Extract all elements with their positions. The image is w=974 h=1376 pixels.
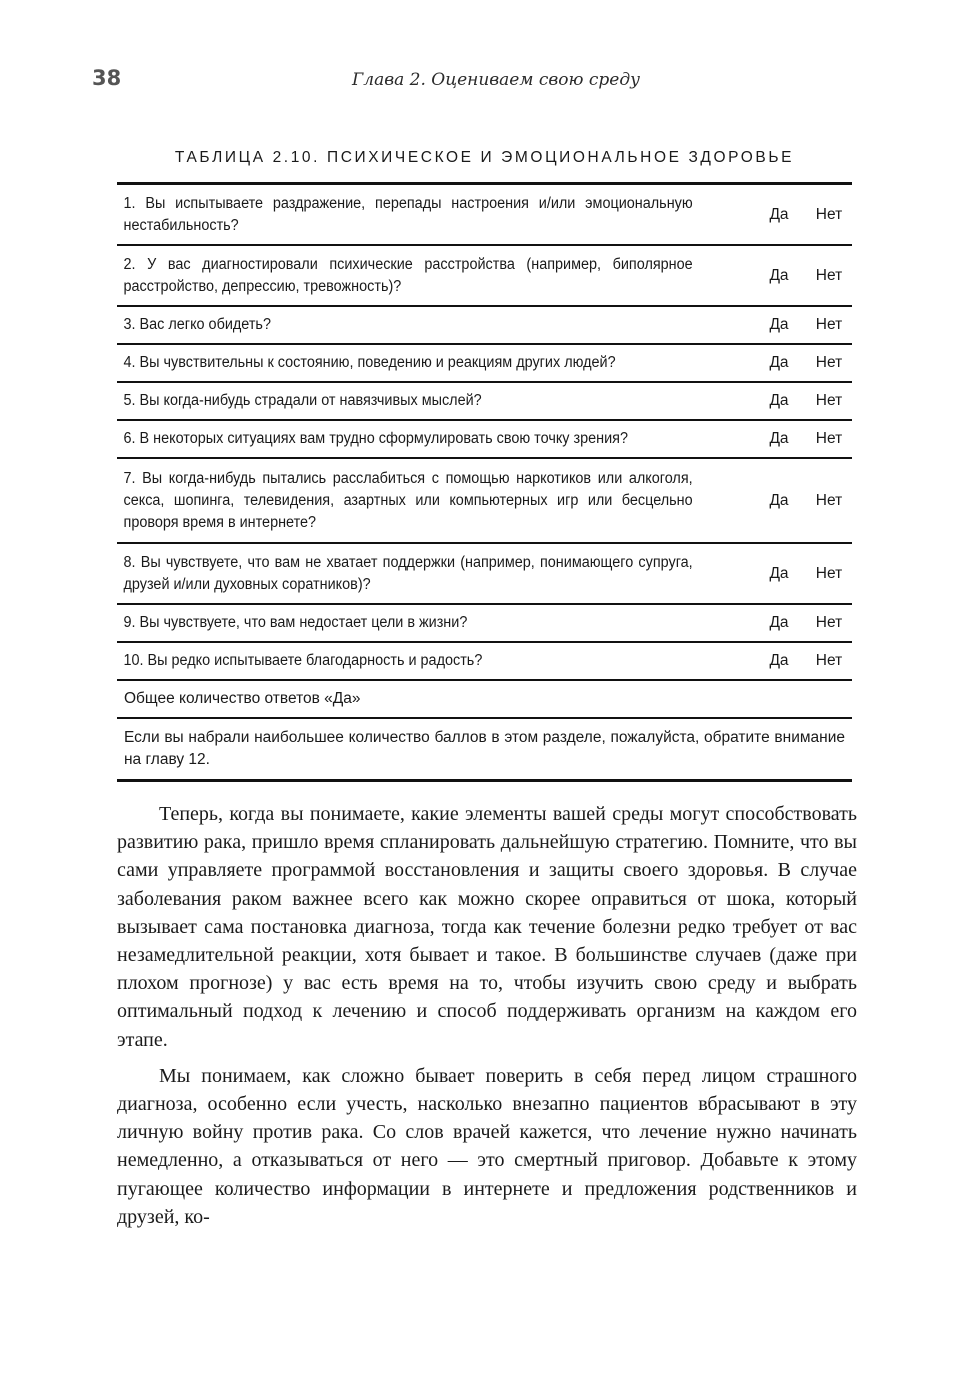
question-text: 7. Вы когда-нибудь пытались расслабиться с помощью наркотиков или алкоголя, секса, шопинга, телевидения, азартных или компьютерных игр или бесцельно проворя время в интернете? — [123, 469, 693, 531]
total-row — [117, 681, 852, 719]
table-note: Если вы набрали наибольшее количество баллов в этом разделе, пожалуйста, обратите внимание на главу 12. — [124, 729, 845, 768]
yes-option: Да — [769, 266, 789, 284]
table-row — [117, 185, 852, 246]
no-option: Нет — [815, 392, 843, 409]
no-option: Нет — [815, 652, 843, 669]
question-text: 2. У вас диагностировали психические расстройства (например, биполярное расстройство, депрессию, тревожность)? — [123, 255, 693, 295]
total-label: Общее количество ответов «Да» — [124, 690, 361, 707]
no-option: Нет — [815, 205, 843, 223]
body-text — [117, 800, 857, 1231]
yes-option: Да — [769, 614, 789, 631]
table-row — [117, 421, 852, 459]
no-option: Нет — [815, 614, 843, 631]
table-row — [117, 544, 852, 605]
yes-option: Да — [769, 564, 789, 582]
running-head: Глава 2. Оцениваем свою среду — [352, 70, 640, 90]
yes-option: Да — [769, 491, 789, 509]
table-row — [117, 345, 852, 383]
no-option: Нет — [815, 491, 843, 509]
paragraph: Теперь, когда вы понимаете, какие элементы вашей среды могут способствовать развитию рака, пришло время спланировать дальнейшую стратегию. Помните, что вы сами управляете программой восстановления и защиты своего здоровья. В случае заболевания раком важнее всего как можно скорее оправиться от шока, который вызывает сама постановка диагноза, тогда как течение болезни редко требует от вас незамедлительной реакции, хотя бывает и такое. В большинстве случаев (даже при плохом прогнозе) у вас есть время на то, чтобы изучить свою среду и выбрать оптимальный подход к лечению и способ поддерживать организм на каждом его этапе. — [117, 803, 857, 1051]
no-option: Нет — [815, 266, 843, 284]
yes-option: Да — [769, 430, 789, 447]
table-row — [117, 307, 852, 345]
question-text: 1. Вы испытываете раздражение, перепады настроения и/или эмоциональную нестабильность? — [123, 194, 693, 234]
no-option: Нет — [815, 564, 843, 582]
paragraph: Мы понимаем, как сложно бывает поверить в себя перед лицом страшного диагноза, особенно если учесть, насколько внезапно пациентов вбрасывают в эту личную войну против рака. Со слов врачей кажется, что лечение нужно начинать немедленно, а отказываться от него — это смертный приговор. Добавьте к этому пугающее количество информации в интернете и предложения родственников и друзей, ко- — [117, 1064, 857, 1228]
no-option: Нет — [815, 316, 843, 333]
question-text: 8. Вы чувствуете, что вам не хватает поддержки (например, понимающего супруга, друзей и/или духовных соратников)? — [123, 553, 693, 593]
question-text: 4. Вы чувствительны к состоянию, поведению и реакциям других людей? — [123, 354, 616, 371]
no-option: Нет — [815, 354, 843, 371]
table-row — [117, 605, 852, 643]
question-text: 9. Вы чувствуете, что вам недостает цели в жизни? — [123, 614, 468, 631]
yes-option: Да — [769, 392, 789, 409]
question-text: 6. В некоторых ситуациях вам трудно сформулировать свою точку зрения? — [123, 430, 629, 447]
question-text: 10. Вы редко испытываете благодарность и радость? — [123, 652, 483, 669]
yes-option: Да — [769, 354, 789, 371]
questionnaire-table — [117, 182, 852, 782]
table-row — [117, 246, 852, 307]
table-row — [117, 643, 852, 681]
table-row — [117, 383, 852, 421]
page-number: 38 — [92, 66, 122, 90]
question-text: 5. Вы когда-нибудь страдали от навязчивых мыслей? — [123, 392, 482, 409]
yes-option: Да — [769, 316, 789, 333]
yes-option: Да — [769, 652, 789, 669]
yes-option: Да — [769, 205, 789, 223]
note-row — [117, 719, 852, 779]
table-title: ТАБЛИЦА 2.10. ПСИХИЧЕСКОЕ И ЭМОЦИОНАЛЬНОЕ ЗДОРОВЬЕ — [174, 149, 795, 166]
table-row — [117, 459, 852, 544]
question-text: 3. Вас легко обидеть? — [123, 316, 271, 333]
no-option: Нет — [815, 430, 843, 447]
